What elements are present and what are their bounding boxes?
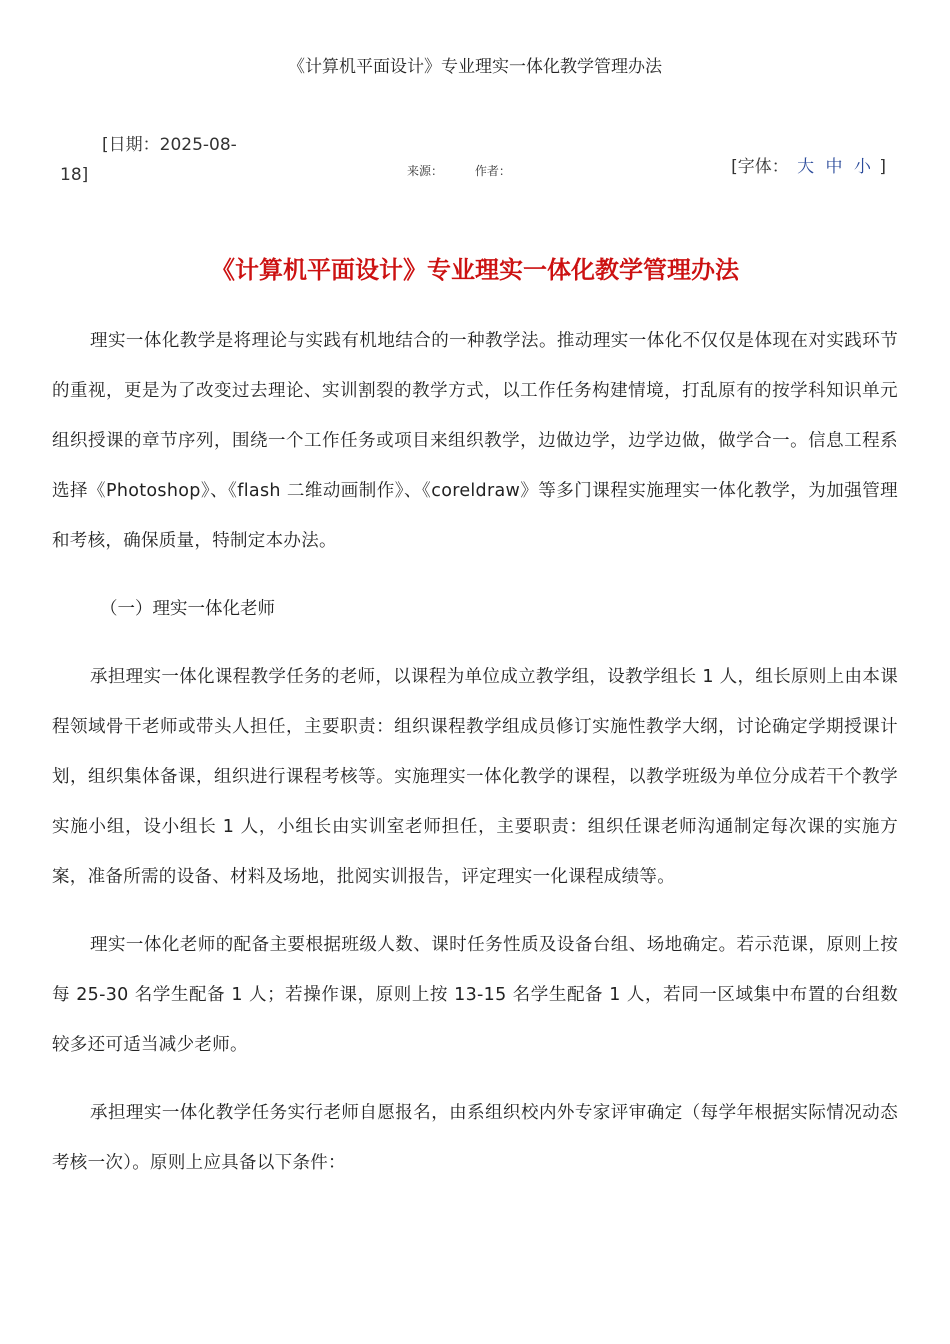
font-size-small-link[interactable]: 小 <box>853 157 871 177</box>
page-header-title: 《计算机平面设计》专业理实一体化教学管理办法 <box>288 57 662 77</box>
article-title: 《计算机平面设计》专业理实一体化教学管理办法 <box>211 255 739 284</box>
source-author-info <box>407 162 539 179</box>
font-size-suffix: ] <box>879 157 886 177</box>
article-body <box>52 316 898 1206</box>
author-label: 作者： <box>474 164 511 178</box>
font-size-prefix: [字体： <box>731 157 789 177</box>
source-label: 来源： <box>407 164 444 178</box>
paragraph-intro: 理实一体化教学是将理论与实践有机地结合的一种教学法。推动理实一体化不仅仅是体现在对实践环节的重视，更是为了改变过去理论、实训割裂的教学方式，以工作任务构建情境，打乱原有的按学科知识单元组织授课的章节序列，围绕一个工作任务或项目来组织教学，边做边学，边学边做，做学合一。信息工程系选择《Photoshop》、《flash 二维动画制作》、《coreldraw》等多门课程实施理实一体化教学，为加强管理和考核，确保质量，特制定本办法。 <box>52 331 898 551</box>
paragraph-teaching-groups: 承担理实一体化课程教学任务的老师，以课程为单位成立教学组，设教学组长 1 人，组长原则上由本课程领域骨干老师或带头人担任，主要职责：组织课程教学组成员修订实施性教学大纲，讨论确定学期授课计划，组织集体备课，组织进行课程考核等。实施理实一体化教学的课程，以教学班级为单位分成若干个教学实施小组，设小组长 1 人，小组长由实训室老师担任，主要职责：组织任课老师沟通制定每次课的实施方案，准备所需的设备、材料及场地，批阅实训报告，评定理实一化课程成绩等。 <box>52 667 898 887</box>
font-size-large-link[interactable]: 大 <box>797 157 815 177</box>
publish-date-line2: 18] <box>60 165 89 185</box>
font-size-medium-link[interactable]: 中 <box>825 157 843 177</box>
font-size-selector <box>731 152 886 177</box>
paragraph-teacher-allocation: 理实一体化老师的配备主要根据班级人数、课时任务性质及设备台组、场地确定。若示范课，原则上按每 25-30 名学生配备 1 人；若操作课，原则上按 13-15 名学生配备 1 人，若同一区域集中布置的台组数较多还可适当减少老师。 <box>52 935 898 1055</box>
section-heading-teachers: （一）理实一体化老师 <box>100 599 275 619</box>
paragraph-teacher-selection: 承担理实一体化教学任务实行老师自愿报名，由系组织校内外专家评审确定（每学年根据实际情况动态考核一次）。原则上应具备以下条件： <box>52 1103 898 1173</box>
publish-date <box>60 130 270 190</box>
publish-date-line1: [日期：2025-08- <box>102 135 237 155</box>
